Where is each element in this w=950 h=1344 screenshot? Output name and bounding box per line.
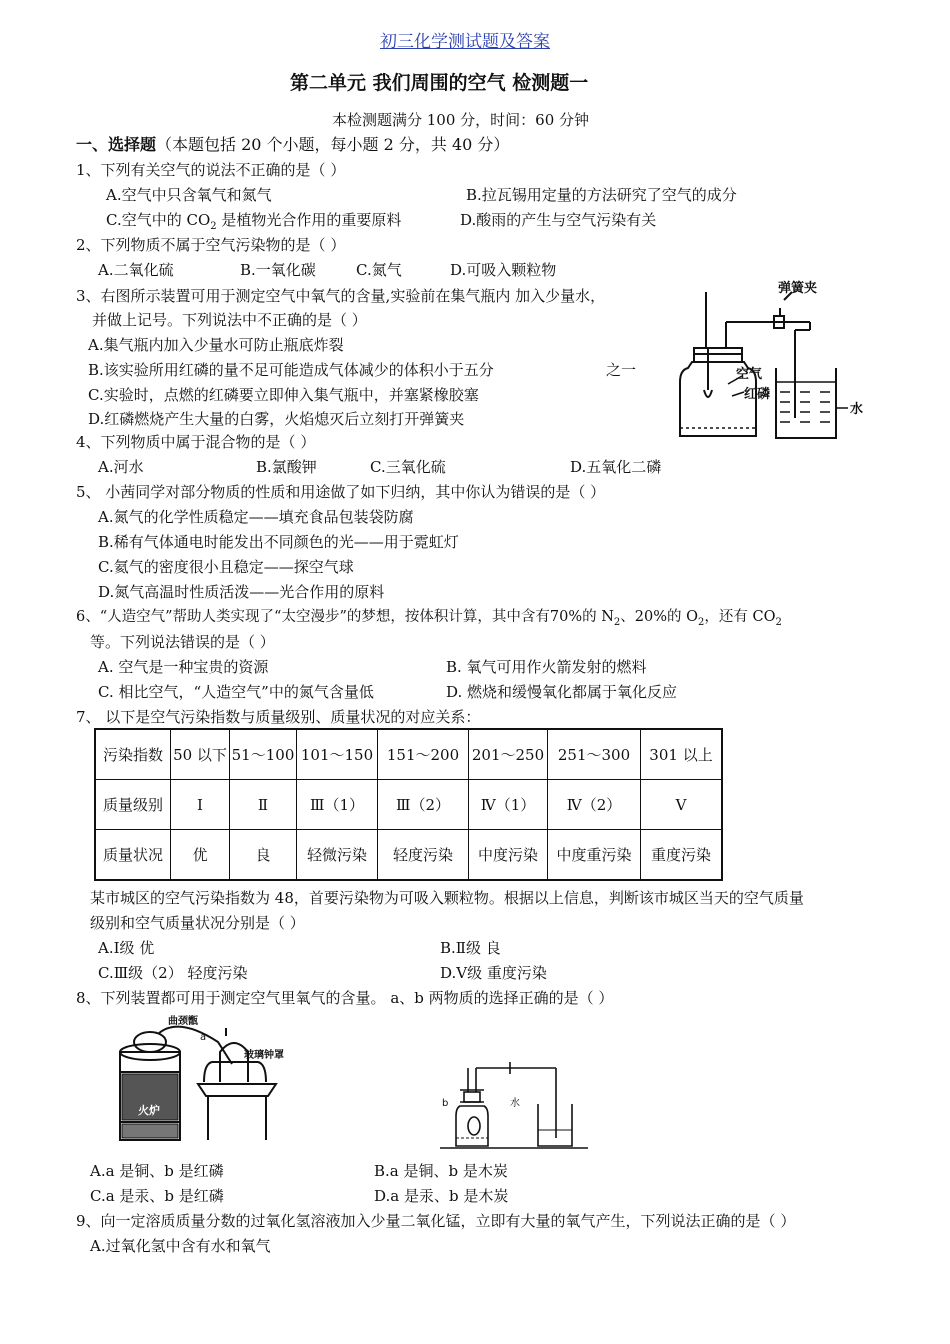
q6-option-a: A. 空气是一种宝贵的资源: [98, 658, 269, 676]
table-cell: Ⅳ（2）: [548, 780, 641, 830]
q4-option-d: D.五氧化二磷: [570, 458, 662, 476]
q3-option-c: C.实验时，点燃的红磷要立即伸入集气瓶中，并塞紧橡胶塞: [88, 386, 479, 404]
q1-option-a: A.空气中只含氧气和氮气: [106, 186, 272, 204]
table-cell: 50 以下: [171, 729, 230, 780]
q9-option-a: A.过氧化氢中含有水和氧气: [90, 1237, 271, 1255]
q8-option-d: D.a 是汞、b 是木炭: [374, 1187, 509, 1205]
q6-stem-part3: ，还有 CO: [704, 609, 776, 625]
table-cell: 51～100: [230, 729, 297, 780]
q5-option-b: B.稀有气体通电时能发出不同颜色的光——用于霓虹灯: [98, 533, 459, 551]
table-cell: 301 以上: [641, 729, 723, 780]
q2-option-a: A.二氧化硫: [98, 261, 174, 279]
table-cell: 251～300: [548, 729, 641, 780]
table-cell: 201～250: [469, 729, 548, 780]
section-note: （本题包括 20 个小题，每小题 2 分，共 40 分）: [156, 135, 510, 154]
page-title: 第二单元 我们周围的空气 检测题一: [290, 72, 589, 94]
fig-label-water: 水: [850, 402, 864, 417]
q1-option-b: B.拉瓦锡用定量的方法研究了空气的成分: [466, 186, 737, 204]
table-cell: 中度重污染: [548, 830, 641, 881]
q8-option-b: B.a 是铜、b 是木炭: [374, 1162, 508, 1180]
q1-option-c: [106, 210, 401, 237]
table-cell: 轻微污染: [297, 830, 378, 881]
section-heading: [76, 132, 509, 155]
fig-label-clip: 弹簧夹: [778, 281, 818, 296]
table-cell: 质量状况: [95, 830, 171, 881]
q1-c-subscript: 2: [210, 221, 217, 232]
table-cell: Ⅱ: [230, 780, 297, 830]
q3-stem-line1: 3、右图所示装置可用于测定空气中氧气的含量,实验前在集气瓶内 加入少量水，: [76, 287, 606, 305]
q3-option-b: B.该实验所用红磷的量不足可能造成气体减少的体积小于五分: [88, 361, 494, 379]
q1-c-text: C.空气中的 CO: [106, 211, 211, 229]
q6-n2-subscript: 2: [613, 616, 621, 628]
q7-option-c: C.Ⅲ级（2） 轻度污染: [98, 964, 248, 982]
q4-option-a: A.河水: [98, 458, 144, 476]
q5-option-a: A.氮气的化学性质稳定——填充食品包装袋防腐: [98, 508, 414, 526]
table-cell: 重度污染: [641, 830, 723, 881]
q7-option-b: B.Ⅱ级 良: [440, 939, 501, 957]
q1-stem: 1、下列有关空气的说法不正确的是（ ）: [76, 161, 346, 179]
table-cell: Ⅳ（1）: [469, 780, 548, 830]
q5-stem: 5、 小茜同学对部分物质的性质和用途做了如下归纳，其中你认为错误的是（ ）: [76, 483, 606, 501]
q8-lavoisier-figure: [108, 1012, 288, 1152]
q5-option-c: C.氦气的密度很小且稳定——探空气球: [98, 558, 354, 576]
table-cell: Ⅲ（2）: [378, 780, 469, 830]
q6-stem-line1: [76, 607, 782, 633]
q3-stem-line2: 并做上记号。下列说法中不正确的是（ ）: [92, 311, 367, 329]
q3-option-a: A.集气瓶内加入少量水可防止瓶底炸裂: [88, 336, 344, 354]
q9-stem: 9、向一定溶质质量分数的过氧化氢溶液加入少量二氧化锰，立即有大量的氧气产生，下列说法正确的是（ ）: [76, 1212, 796, 1230]
q6-option-c: C. 相比空气，“人造空气”中的氮气含量低: [98, 683, 374, 701]
q6-stem-part2: 、20%的 O: [620, 609, 699, 625]
q4-option-c: C.三氧化硫: [370, 458, 446, 476]
fig-label-a: a: [200, 1032, 207, 1043]
fig-label-water-2: 水: [510, 1098, 520, 1109]
q3-apparatus-figure: [670, 278, 870, 446]
q5-option-d: D.氮气高温时性质活泼——光合作用的原料: [98, 583, 385, 601]
header-link[interactable]: 初三化学测试题及答案: [380, 32, 550, 52]
fig-label-b: b: [442, 1098, 449, 1109]
q7-option-a: A.Ⅰ级 优: [98, 939, 155, 957]
table-cell: 轻度污染: [378, 830, 469, 881]
fig-label-retort: 曲颈甑: [168, 1016, 198, 1027]
q7-stem: 7、 以下是空气污染指数与质量级别、质量状况的对应关系：: [76, 708, 481, 726]
q4-stem: 4、下列物质中属于混合物的是（ ）: [76, 433, 316, 451]
q8-stem: 8、下列装置都可用于测定空气里氧气的含量。 a、b 两物质的选择正确的是（ ）: [76, 989, 614, 1007]
table-row: [95, 830, 722, 881]
q4-option-b: B.氯酸钾: [256, 458, 317, 476]
subtitle: 本检测题满分 100 分，时间：60 分钟: [332, 111, 590, 129]
section-title: 一、选择题: [76, 135, 157, 154]
table-row: [95, 780, 722, 830]
q8-bottle-figure: [436, 1054, 592, 1150]
fig-label-bell-jar: 玻璃钟罩: [244, 1050, 284, 1061]
table-cell: 良: [230, 830, 297, 881]
q1-option-d: D.酸雨的产生与空气污染有关: [460, 211, 657, 229]
q3-option-d: D.红磷燃烧产生大量的白雾，火焰熄灭后立刻打开弹簧夹: [88, 410, 465, 428]
table-cell: 151～200: [378, 729, 469, 780]
table-cell: 优: [171, 830, 230, 881]
table-cell: 质量级别: [95, 780, 171, 830]
q6-stem-line2: 等。下列说法错误的是（ ）: [90, 633, 275, 651]
table-cell: 污染指数: [95, 729, 171, 780]
table-cell: 101～150: [297, 729, 378, 780]
table-cell: Ⅰ: [171, 780, 230, 830]
fig-label-phosphorus: 红磷: [744, 387, 771, 402]
table-row: [95, 729, 722, 780]
q2-option-c: C.氮气: [356, 261, 402, 279]
pollution-index-table: [94, 728, 723, 881]
q7-followup-line1: 某市城区的空气污染指数为 48，首要污染物为可吸入颗粒物。根据以上信息，判断该市城区当天的空气质量: [90, 889, 804, 907]
q6-o2-subscript: 2: [698, 616, 705, 628]
q2-option-d: D.可吸入颗粒物: [450, 261, 557, 279]
q6-stem-part1: 6、“人造空气”帮助人类实现了“太空漫步”的梦想，按体积计算，其中含有70%的 N: [76, 609, 614, 625]
fig-label-stove: 火炉: [138, 1104, 160, 1117]
table-cell: Ⅲ（1）: [297, 780, 378, 830]
q7-followup-line2: 级别和空气质量状况分别是（ ）: [90, 914, 305, 932]
q3-option-b-end: 之一: [606, 361, 637, 379]
q6-co2-subscript: 2: [775, 616, 782, 628]
table-cell: 中度污染: [469, 830, 548, 881]
q7-option-d: D.Ⅴ级 重度污染: [440, 964, 547, 982]
fig-label-air: 空气: [736, 367, 763, 382]
q6-option-b: B. 氧气可用作火箭发射的燃料: [446, 658, 647, 676]
q2-stem: 2、下列物质不属于空气污染物的是（ ）: [76, 236, 346, 254]
q1-c-text-rest: 是植物光合作用的重要原料: [216, 211, 402, 229]
q6-option-d: D. 燃烧和缓慢氧化都属于氧化反应: [446, 683, 678, 701]
q2-option-b: B.一氧化碳: [240, 261, 316, 279]
q8-option-c: C.a 是汞、b 是红磷: [90, 1187, 224, 1205]
q8-option-a: A.a 是铜、b 是红磷: [90, 1162, 224, 1180]
table-cell: Ⅴ: [641, 780, 723, 830]
